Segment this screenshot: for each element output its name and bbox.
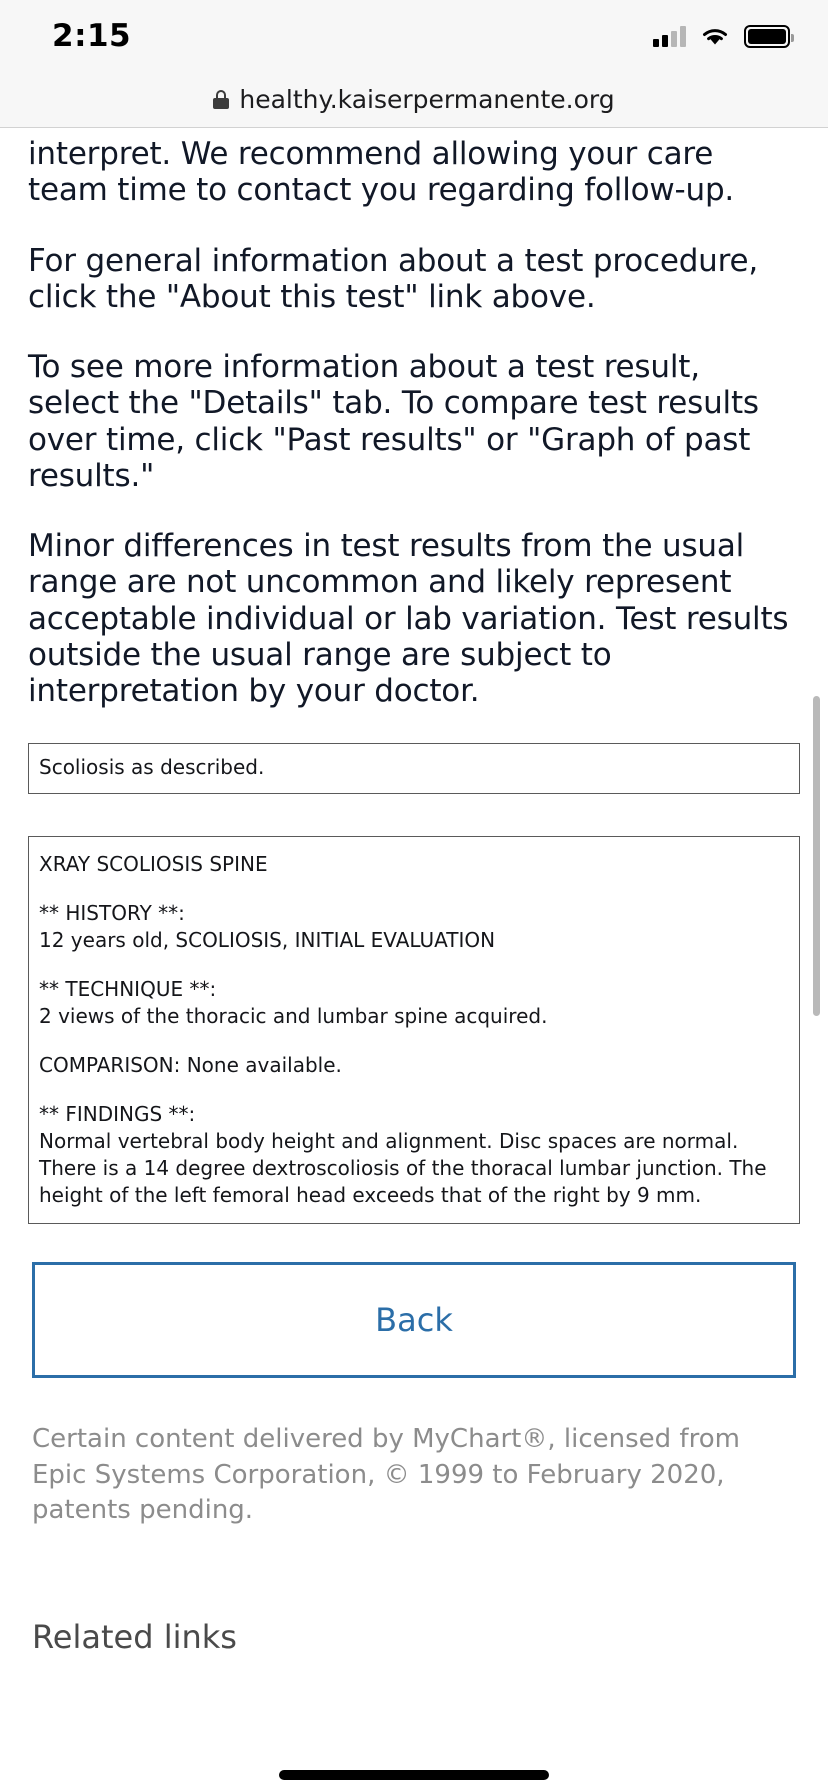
report-technique: [39, 976, 791, 1030]
report-history-header: ** HISTORY **:: [39, 901, 185, 926]
report-comparison: COMPARISON: None available.: [39, 1053, 342, 1078]
back-button[interactable]: [32, 1262, 796, 1378]
report-findings-text: Normal vertebral body height and alignment. Disc spaces are normal. There is a 14 degree dextroscoliosis of the thoracal lumbar junction. The height of the left femoral head exceeds that of the right by 9 mm.: [39, 1129, 767, 1208]
status-icons: [653, 25, 790, 48]
browser-url-bar[interactable]: [0, 72, 828, 128]
back-button-label: Back: [375, 1301, 453, 1340]
paragraph-interpret: interpret. We recommend allowing your care team time to contact you regarding follow-up.: [28, 136, 735, 209]
footer-legal-text: Certain content delivered by MyChart®, licensed from Epic Systems Corporation, © 1999 to February 2020, patents pending.: [32, 1424, 740, 1525]
impression-box: [28, 743, 800, 794]
battery-full-icon: [744, 25, 790, 48]
lock-icon: [213, 90, 229, 110]
paragraph-details-tab: To see more information about a test result, select the "Details" tab. To compare test results over time, click "Past results" or "Graph of past results.": [28, 349, 759, 494]
home-indicator[interactable]: [279, 1770, 549, 1780]
report-history: [39, 900, 791, 954]
impression-text: Scoliosis as described.: [39, 755, 265, 780]
related-links-heading[interactable]: Related links: [32, 1617, 237, 1656]
paragraph-usual-range: Minor differences in test results from the usual range are not uncommon and likely represent acceptable individual or lab variation. Test results outside the usual range are subject to interpretation by your doctor.: [28, 528, 789, 710]
paragraph-about-test: For general information about a test procedure, click the "About this test" link above.: [28, 242, 759, 315]
radiology-report-box: [28, 836, 800, 1224]
wifi-icon: [700, 25, 730, 47]
cellular-signal-icon: [653, 25, 686, 47]
status-bar: [0, 0, 828, 72]
vertical-scrollbar[interactable]: [813, 696, 820, 1016]
report-history-text: 12 years old, SCOLIOSIS, INITIAL EVALUATION: [39, 928, 496, 953]
report-technique-text: 2 views of the thoracic and lumbar spine acquired.: [39, 1004, 548, 1029]
report-findings-header: ** FINDINGS **:: [39, 1102, 196, 1127]
report-title: XRAY SCOLIOSIS SPINE: [39, 852, 268, 877]
report-technique-header: ** TECHNIQUE **:: [39, 977, 217, 1002]
url-text: healthy.kaiserpermanente.org: [239, 85, 615, 114]
report-findings: [39, 1101, 791, 1209]
status-time: 2:15: [52, 18, 132, 54]
page-content: [0, 136, 828, 1656]
